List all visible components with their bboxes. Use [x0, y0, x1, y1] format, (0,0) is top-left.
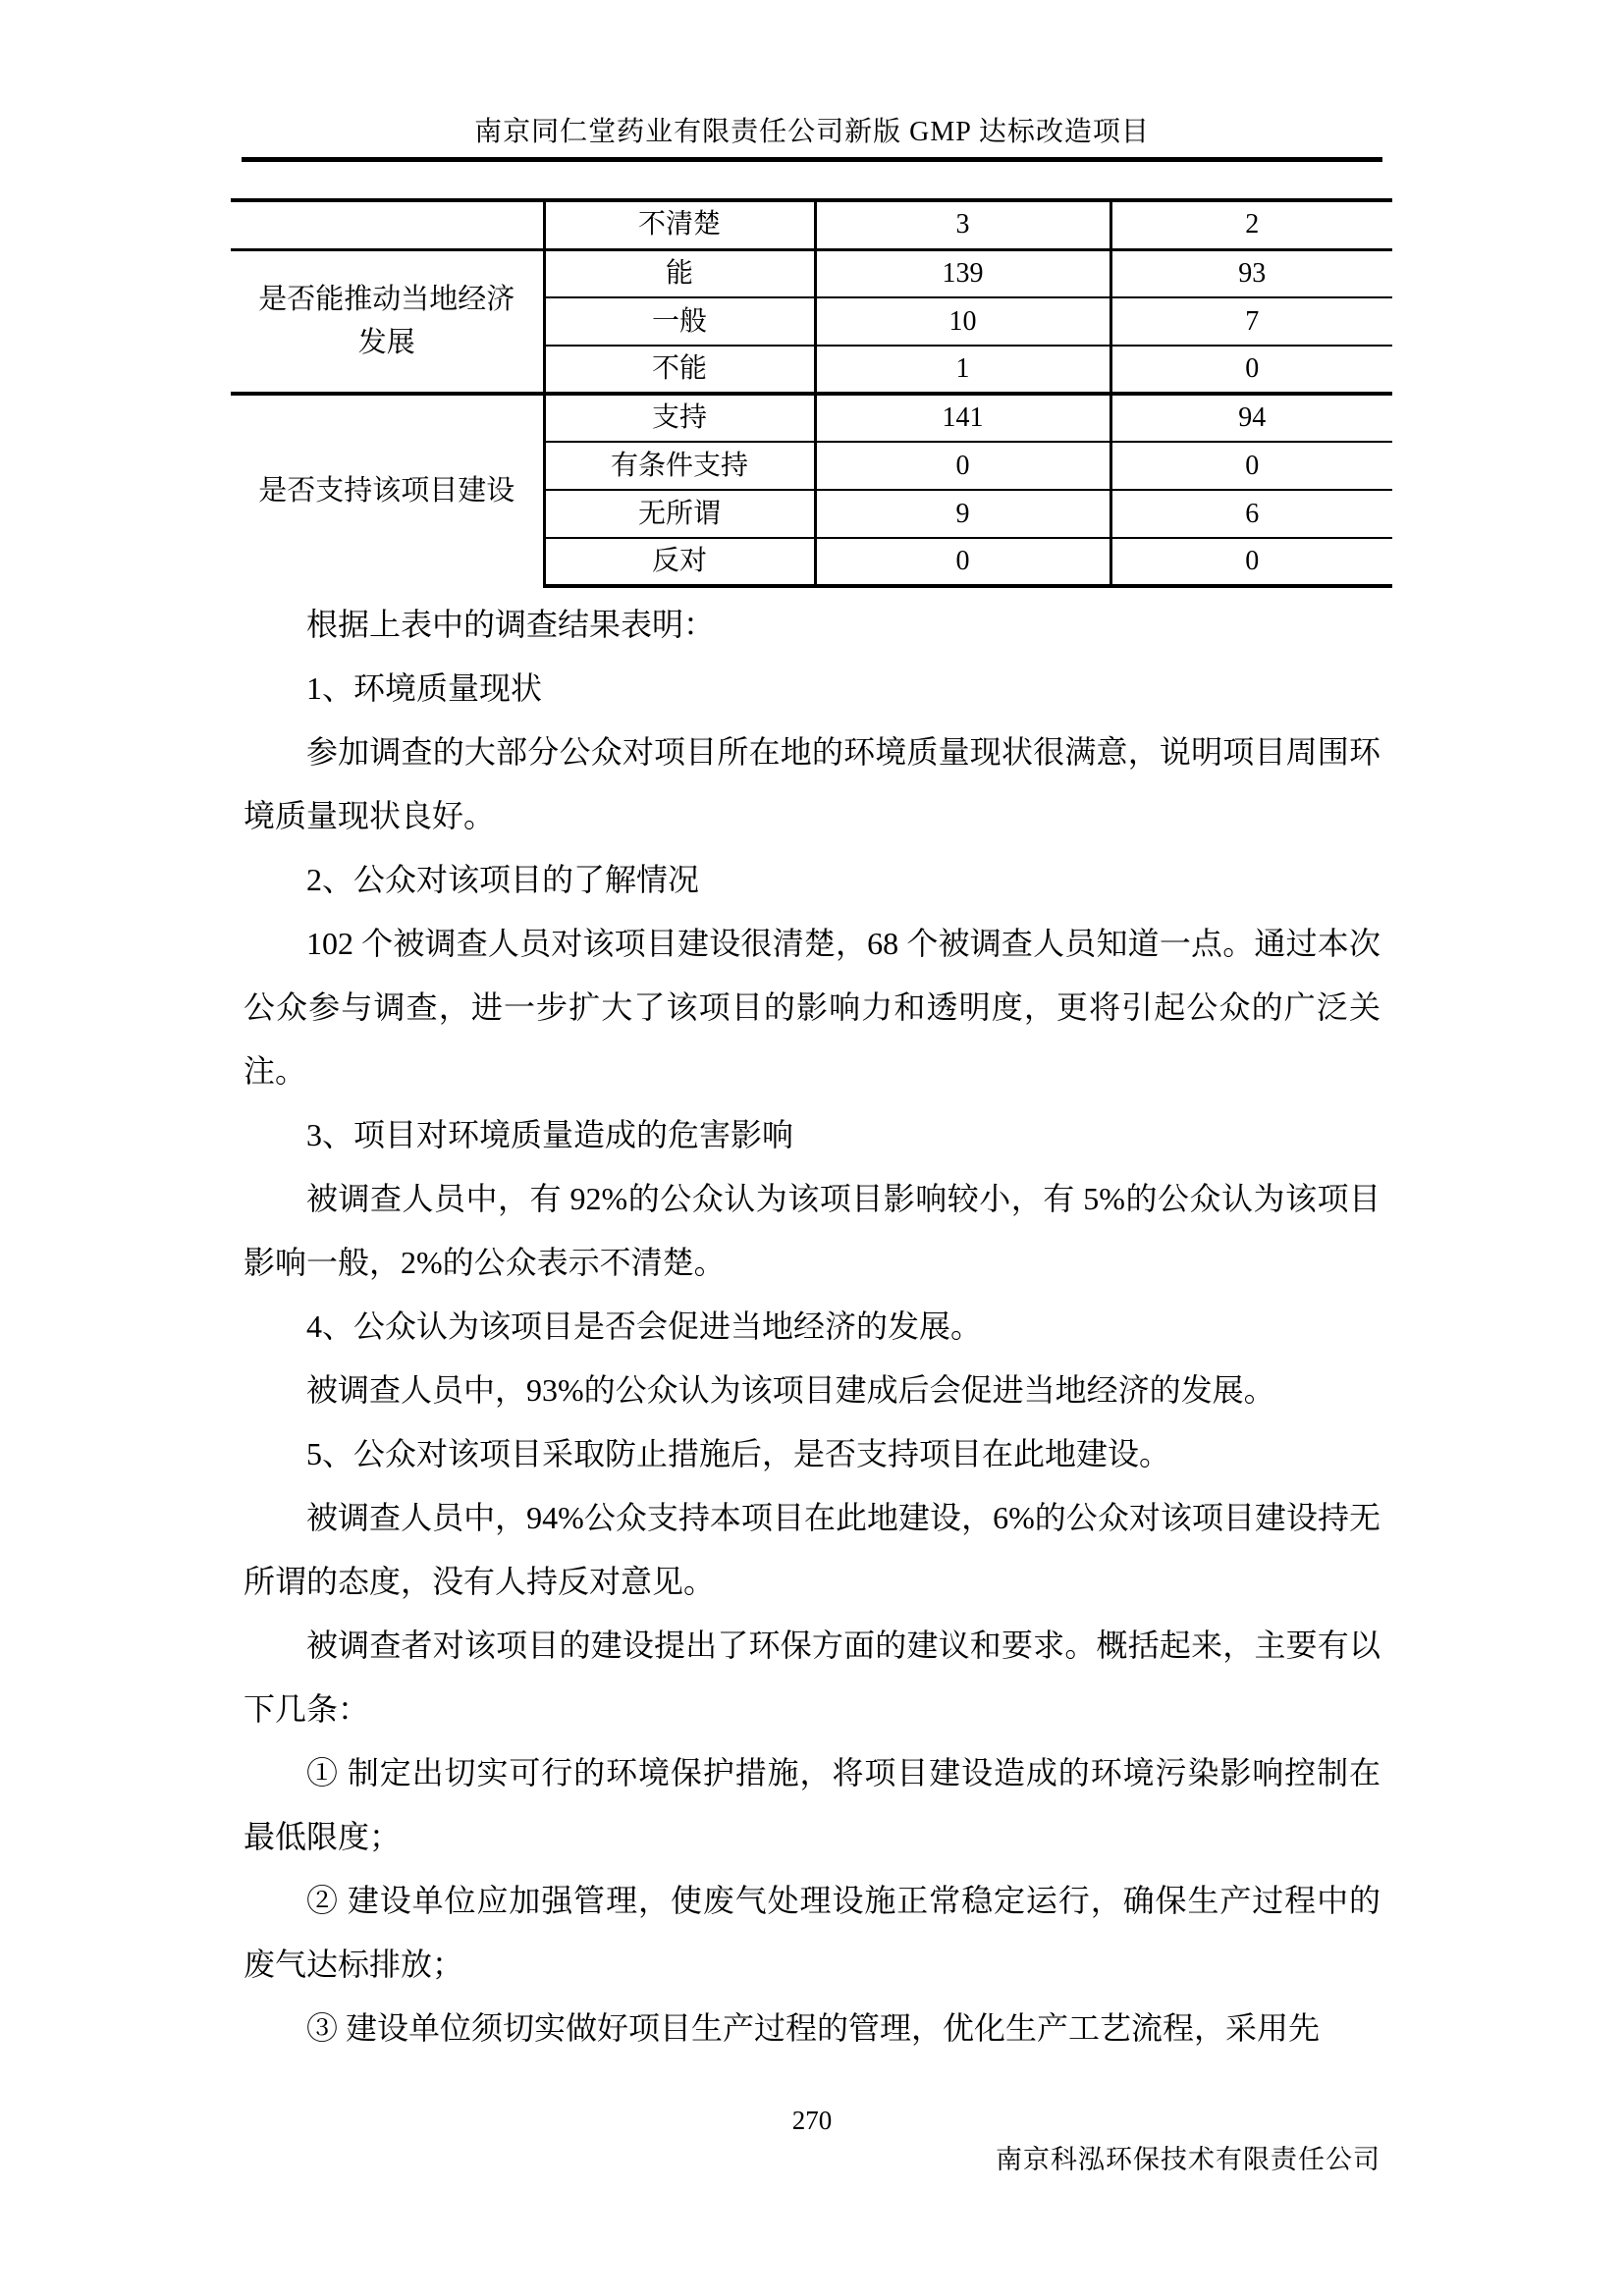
table-cell-value: 139 [815, 249, 1110, 297]
paragraph: 102 个被调查人员对该项目建设很清楚，68 个被调查人员知道一点。通过本次公众参与调查，进一步扩大了该项目的影响力和透明度，更将引起公众的广泛关注。 [244, 926, 1380, 1089]
paragraph: ① 制定出切实可行的环境保护措施，将项目建设造成的环境污染影响控制在最低限度； [244, 1755, 1380, 1854]
table-cell-category [231, 249, 544, 394]
table-cell-option: 不清楚 [544, 200, 815, 249]
table-cell-value: 6 [1110, 490, 1392, 538]
table-cell-option: 支持 [544, 394, 815, 442]
table-cell-value: 0 [815, 538, 1110, 586]
table-cell-value: 7 [1110, 297, 1392, 346]
table-cell-value: 0 [815, 442, 1110, 490]
paragraph: ③ 建设单位须切实做好项目生产过程的管理，优化生产工艺流程，采用先 [306, 2010, 1321, 2046]
table-cell-category-text: 是否能推动当地经济发展 [258, 284, 515, 359]
table-cell-value: 94 [1110, 394, 1392, 442]
table-cell-value: 0 [1110, 538, 1392, 586]
paragraph: 被调查人员中，有 92%的公众认为该项目影响较小，有 5%的公众认为该项目影响一般，2%的公众表示不清楚。 [244, 1181, 1380, 1280]
table-cell-value: 93 [1110, 249, 1392, 297]
table-row [231, 394, 1392, 442]
table-cell-category-text: 是否支持该项目建设 [258, 475, 515, 507]
paragraph: ② 建设单位应加强管理，使废气处理设施正常稳定运行，确保生产过程中的废气达标排放； [244, 1883, 1380, 1982]
table-cell-category-empty [231, 200, 544, 249]
table-cell-option: 能 [544, 249, 815, 297]
page-header-title: 南京同仁堂药业有限责任公司新版 GMP 达标改造项目 [474, 117, 1150, 147]
footer-company-name: 南京科泓环保技术有限责任公司 [996, 2145, 1380, 2174]
paragraph: 参加调查的大部分公众对项目所在地的环境质量现状很满意，说明项目周围环境质量现状良好。 [244, 734, 1380, 833]
table-row [231, 200, 1392, 249]
paragraph: 1、环境质量现状 [306, 670, 543, 706]
table-cell-value: 1 [815, 346, 1110, 394]
table-cell-value: 10 [815, 297, 1110, 346]
paragraph: 4、公众认为该项目是否会促进当地经济的发展。 [306, 1308, 983, 1344]
paragraph: 被调查人员中，94%公众支持本项目在此地建设，6%的公众对该项目建设持无所谓的态度，没有人持反对意见。 [244, 1500, 1380, 1599]
table-cell-value: 141 [815, 394, 1110, 442]
table-cell-value: 9 [815, 490, 1110, 538]
table-cell-option: 不能 [544, 346, 815, 394]
table-cell-option: 无所谓 [544, 490, 815, 538]
table-cell-option: 有条件支持 [544, 442, 815, 490]
table-cell-option: 一般 [544, 297, 815, 346]
table-row [231, 249, 1392, 297]
paragraph: 3、项目对环境质量造成的危害影响 [306, 1117, 794, 1152]
table-cell-value: 0 [1110, 346, 1392, 394]
body-text [244, 593, 1380, 2060]
page-number: 270 [791, 2106, 833, 2135]
table-cell-option: 反对 [544, 538, 815, 586]
table-cell-value: 0 [1110, 442, 1392, 490]
header-rule [242, 157, 1382, 162]
paragraph: 根据上表中的调查结果表明： [306, 607, 716, 642]
paragraph: 被调查者对该项目的建设提出了环保方面的建议和要求。概括起来，主要有以下几条： [244, 1628, 1380, 1727]
paragraph: 2、公众对该项目的了解情况 [306, 862, 700, 897]
table-cell-category [231, 394, 544, 586]
paragraph: 被调查人员中，93%的公众认为该项目建成后会促进当地经济的发展。 [306, 1372, 1275, 1408]
table-cell-value: 2 [1110, 200, 1392, 249]
survey-table [231, 198, 1392, 588]
table-cell-value: 3 [815, 200, 1110, 249]
paragraph: 5、公众对该项目采取防止措施后，是否支持项目在此地建设。 [306, 1436, 1171, 1471]
